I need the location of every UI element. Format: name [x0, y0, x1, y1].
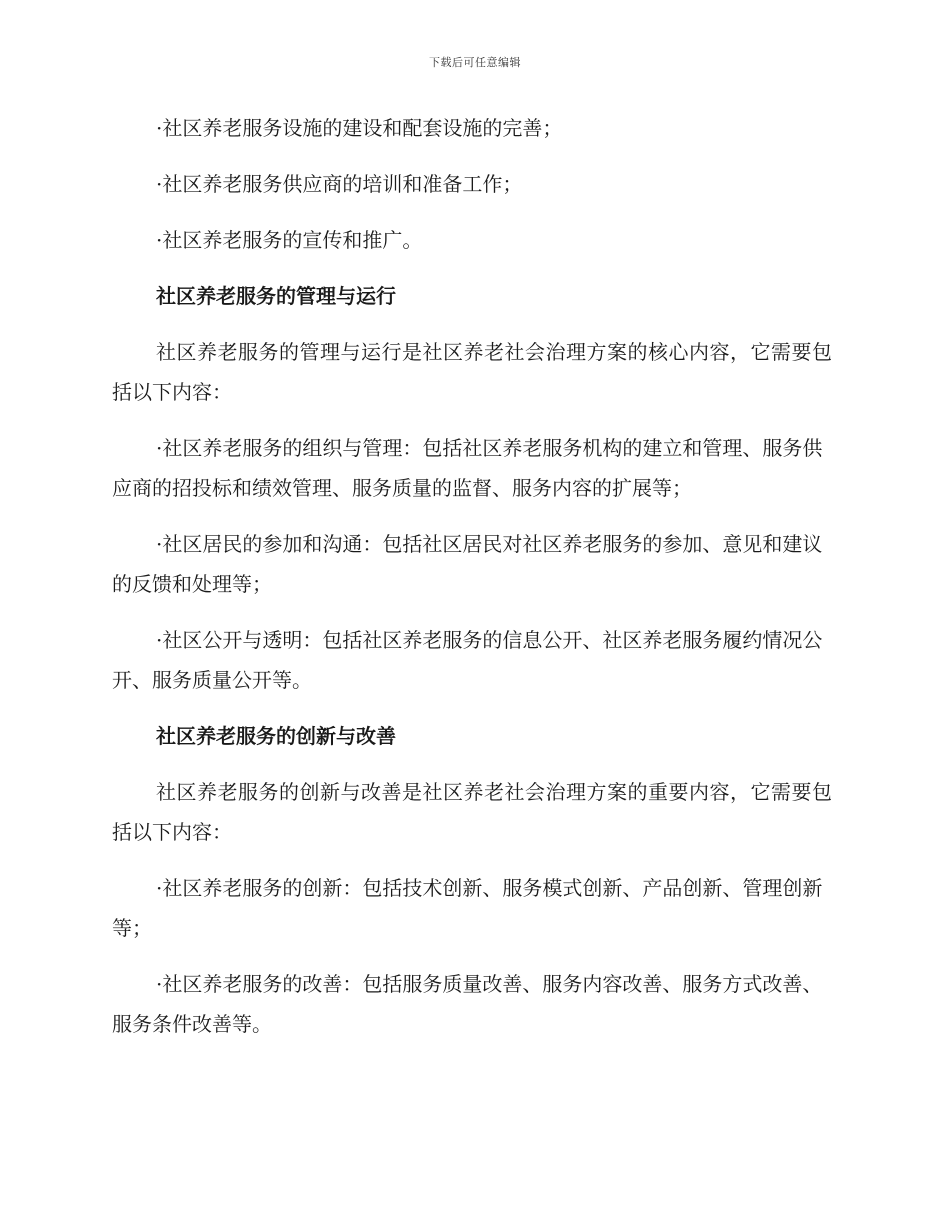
section-heading: 社区养老服务的创新与改善 [156, 724, 396, 748]
section-intro: 社区养老服务的创新与改善是社区养老社会治理方案的重要内容，它需要包括以下内容： [112, 780, 832, 844]
section-heading: 社区养老服务的管理与运行 [156, 284, 396, 308]
bullet-item: ·社区养老服务的宣传和推广。 [156, 228, 423, 252]
bullet-item: ·社区居民的参加和沟通：包括社区居民对社区养老服务的参加、意见和建议的反馈和处理等； [112, 532, 823, 596]
page-header: 下载后可任意编辑 [429, 56, 521, 69]
bullet-item: ·社区养老服务的组织与管理：包括社区养老服务机构的建立和管理、服务供应商的招投标和绩效管理、服务质量的监督、服务内容的扩展等； [112, 436, 823, 500]
section-intro: 社区养老服务的管理与运行是社区养老社会治理方案的核心内容，它需要包括以下内容： [112, 340, 832, 404]
bullet-item: ·社区养老服务的改善：包括服务质量改善、服务内容改善、服务方式改善、服务条件改善等。 [112, 972, 823, 1036]
bullet-item: ·社区养老服务设施的建设和配套设施的完善； [156, 116, 563, 140]
bullet-item: ·社区养老服务供应商的培训和准备工作； [156, 172, 523, 196]
bullet-item: ·社区公开与透明：包括社区养老服务的信息公开、社区养老服务履约情况公开、服务质量公开等。 [112, 628, 823, 692]
bullet-item: ·社区养老服务的创新：包括技术创新、服务模式创新、产品创新、管理创新等； [112, 876, 823, 940]
document-body [112, 108, 832, 1060]
